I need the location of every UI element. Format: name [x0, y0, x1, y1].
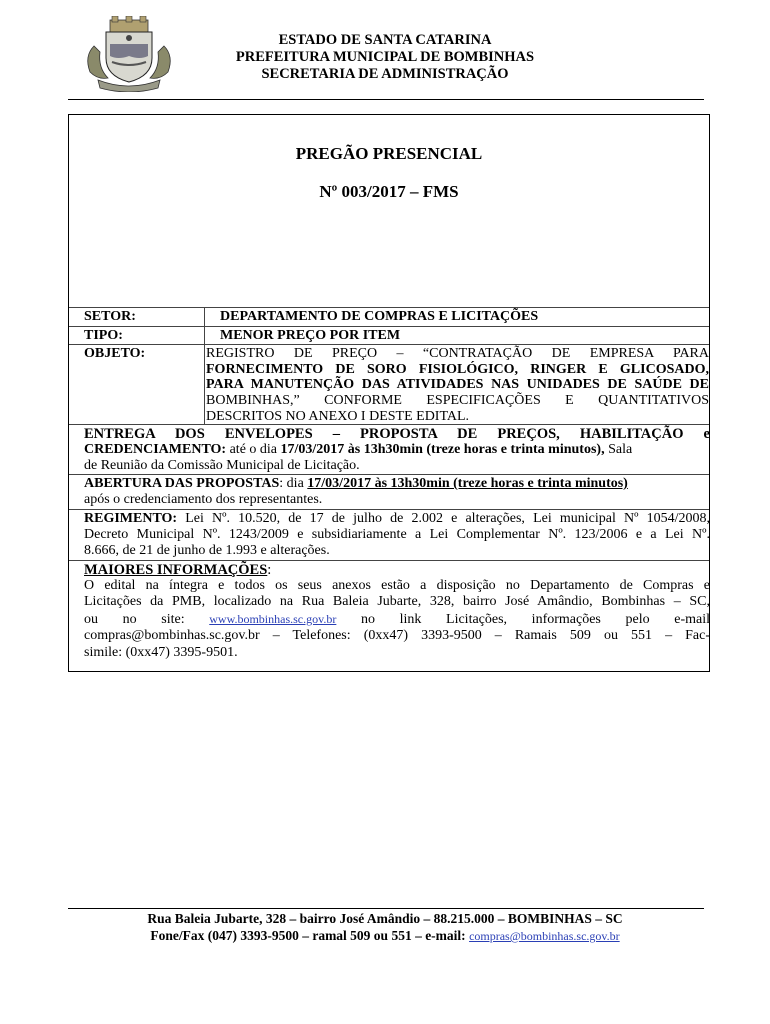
abertura-heading: ABERTURA DAS PROPOSTAS: [84, 476, 280, 491]
maiores-line: simile: (0xx47) 3395-9501.: [84, 645, 238, 660]
objeto-line: [206, 409, 709, 425]
maiores-line: compras@bombinhas.sc.gov.br – Telefones: (0xx47) 3393-9500 – Ramais 509 ou 551 – Fac-: [84, 628, 710, 643]
objeto-text: DESCRITOS NO ANEXO I DESTE EDITAL.: [206, 409, 470, 424]
entrega-text: Sala: [604, 442, 633, 457]
maiores-line: Licitações da PMB, localizado na Rua Baleia Jubarte, 328, bairro José Amândio, Bombinhas – SC,: [84, 594, 710, 609]
entrega-deadline: [84, 442, 710, 458]
maiores-heading: MAIORES INFORMAÇÕES: [84, 562, 268, 578]
footer-address: Rua Baleia Jubarte, 328 – bairro José Amândio – 88.215.000 – BOMBINHAS – SC: [147, 911, 623, 926]
maiores-colon: :: [267, 562, 272, 578]
section-divider: [69, 560, 709, 561]
table-divider: [69, 326, 709, 327]
footer-contact-text: Fone/Fax (047) 3393-9500 – ramal 509 ou 551 – e-mail:: [150, 928, 470, 943]
footer-contact: [68, 928, 702, 944]
objeto-line: [206, 393, 709, 409]
objeto-text: BOMBINHAS,” CONFORME ESPECIFICAÇÕES E QUANTITATIVOS: [206, 393, 709, 408]
municipal-coat-of-arms-icon: [80, 16, 178, 92]
objeto-line: [206, 377, 709, 393]
entrega-heading: ENTREGA DOS ENVELOPES – PROPOSTA DE PREÇOS, HABILITAÇÃO e: [84, 426, 710, 442]
objeto-text: REGISTRO DE PREÇO – “CONTRATAÇÃO DE EMPRESA PARA: [206, 346, 709, 361]
maiores-line: [84, 611, 710, 628]
header-secretariat: SECRETARIA DE ADMINISTRAÇÃO: [261, 66, 509, 82]
table-divider: [69, 307, 709, 308]
maiores-text: ou no site:: [84, 612, 210, 627]
section-divider: [69, 509, 709, 510]
setor-label: SETOR:: [84, 309, 136, 324]
regimento-text: Lei Nº. 10.520, de 17 de julho de 2.002 e alterações, Lei municipal Nº 1054/2008,: [177, 511, 710, 526]
regimento-line: 8.666, de 21 de junho de 1.993 e alterações.: [84, 543, 330, 558]
header-state: ESTADO DE SANTA CATARINA: [278, 32, 492, 48]
tipo-label: TIPO:: [84, 328, 123, 343]
objeto-text: PARA MANUTENÇÃO DAS ATIVIDADES NAS UNIDADES DE SAÚDE DE: [206, 377, 709, 392]
maiores-heading-line: [84, 562, 710, 578]
table-divider: [69, 344, 709, 345]
maiores-line: O edital na íntegra e todos os seus anexos estão a disposição no Departamento de Compras e: [84, 578, 710, 593]
maiores-text: no link Licitações, informações pelo e-mail: [336, 612, 710, 627]
site-link[interactable]: www.bombinhas.sc.gov.br: [209, 612, 337, 626]
objeto-line: [206, 362, 709, 378]
footer-divider: [68, 908, 704, 909]
document-title: PREGÃO PRESENCIAL: [295, 144, 483, 163]
objeto-label: OBJETO:: [84, 346, 146, 361]
abertura-note: após o credenciamento dos representantes.: [84, 492, 323, 507]
header-divider: [68, 99, 704, 100]
abertura-date: 17/03/2017 às 13h30min (treze horas e trinta minutos): [307, 476, 628, 491]
regimento-heading: REGIMENTO:: [84, 511, 178, 526]
entrega-heading-2: CREDENCIAMENTO:: [84, 442, 227, 457]
document-number: Nº 003/2017 – FMS: [319, 182, 459, 201]
entrega-location: de Reunião da Comissão Municipal de Licitação.: [84, 458, 360, 473]
objeto-text: FORNECIMENTO DE SORO FISIOLÓGICO, RINGER E GLICOSADO,: [206, 362, 709, 377]
setor-value: DEPARTAMENTO DE COMPRAS E LICITAÇÕES: [220, 309, 539, 324]
tipo-value: MENOR PREÇO POR ITEM: [220, 328, 401, 343]
regimento-line: [84, 511, 710, 527]
footer-email-link[interactable]: compras@bombinhas.sc.gov.br: [469, 929, 620, 943]
entrega-date: 17/03/2017 às 13h30min (treze horas e trinta minutos),: [280, 442, 605, 457]
abertura-line: [84, 476, 710, 492]
entrega-text: até o dia: [226, 442, 281, 457]
objeto-line: [206, 346, 709, 362]
table-column-divider: [204, 307, 205, 424]
header-prefecture: PREFEITURA MUNICIPAL DE BOMBINHAS: [235, 49, 535, 65]
section-divider: [69, 474, 709, 475]
abertura-text: : dia: [279, 476, 308, 491]
regimento-line: Decreto Municipal Nº. 1243/2009 e subsidiariamente a Lei Complementar Nº. 123/2006 e a Lei Nº.: [84, 527, 710, 542]
